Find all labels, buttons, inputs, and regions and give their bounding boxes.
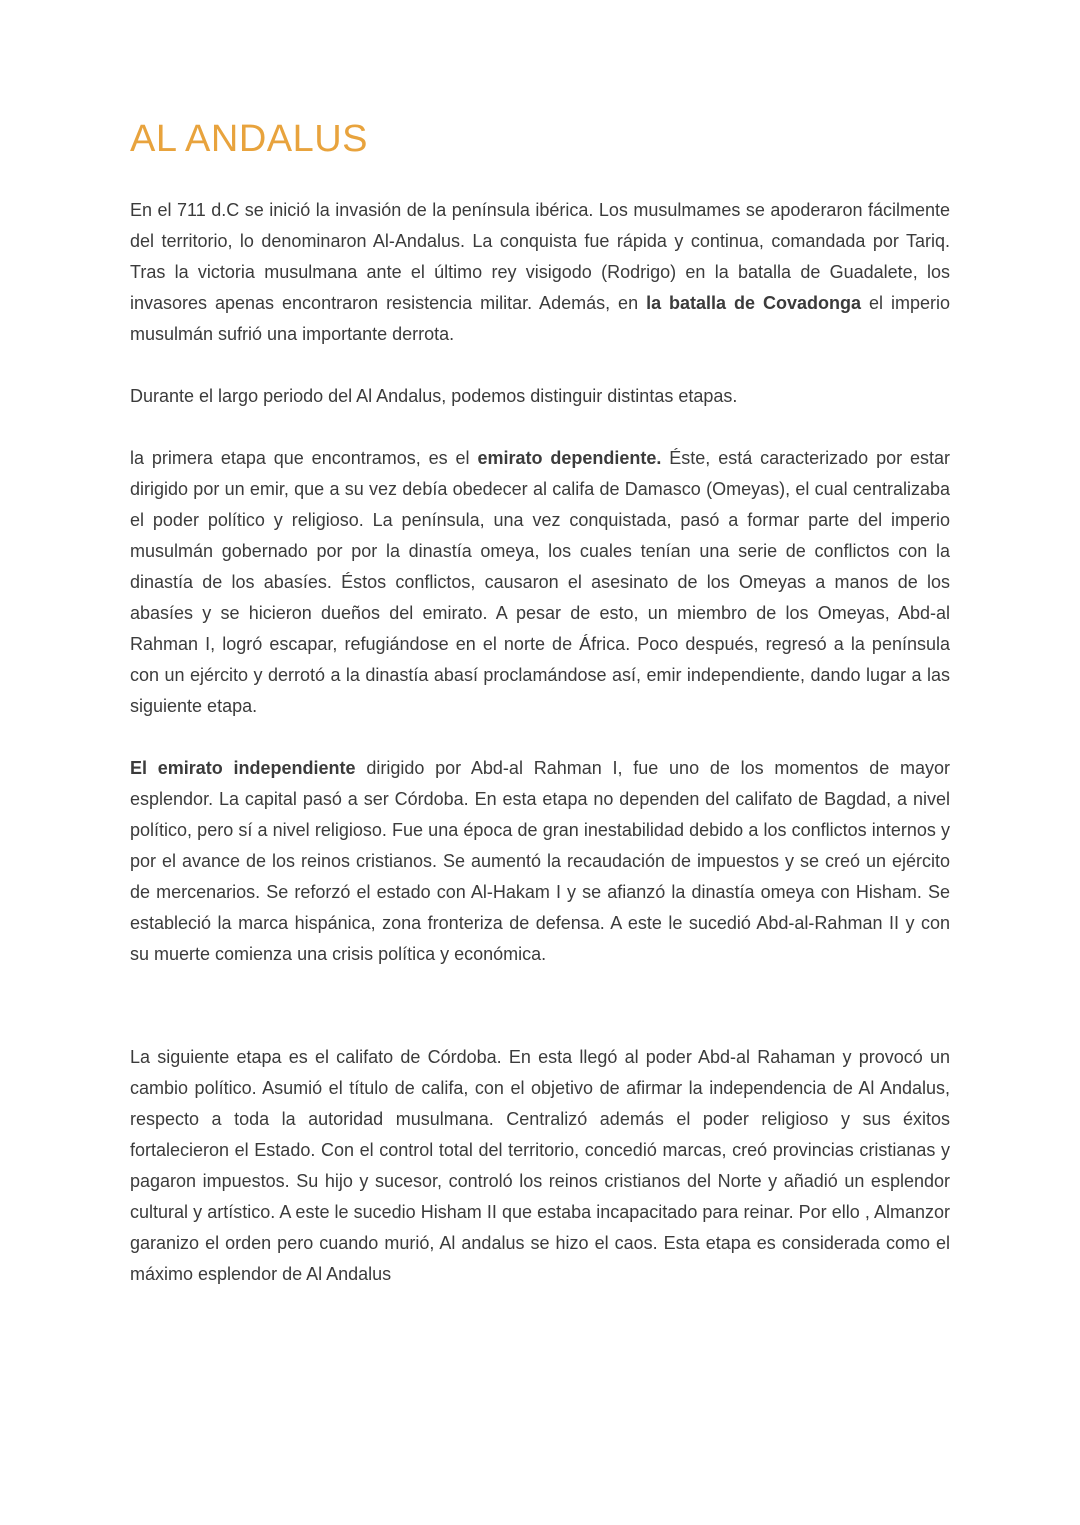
paragraph [130, 443, 950, 722]
paragraph [130, 1042, 950, 1290]
text-run: la primera etapa que encontramos, es el [130, 448, 478, 468]
bold-text-run: emirato dependiente. [477, 448, 662, 468]
paragraph [130, 195, 950, 350]
paragraph [130, 753, 950, 970]
bold-text-run: la batalla de Covadonga [646, 293, 862, 313]
paragraph [130, 381, 950, 412]
text-run: La siguiente etapa es el califato de Córdoba. En esta llegó al poder Abd-al Rahaman y provocó un cambio político. Asumió el título de califa, con el objetivo de afirmar la independencia de Al Andalus, respecto a toda la autoridad musulmana. Centralizó además el poder religioso y sus éxitos fortalecieron el Estado. Con el control total del territorio, concedió marcas, creó provincias cristianas y pagaron impuestos. Su hijo y sucesor, controló los reinos cristianos del Norte y añadió un esplendor cultural y artístico. A este le sucedio Hisham II que estaba incapacitado para reinar. Por ello , Almanzor garanizo el orden pero cuando murió, Al andalus se hizo el caos. Esta etapa es considerada como el máximo esplendor de Al Andalus [130, 1047, 950, 1284]
text-run: el imperio musulmán sufrió una importante derrota. [130, 293, 951, 344]
text-run: En el 711 d.C se inició la invasión de la península ibérica. Los musulmames se apoderaron fácilmente del territorio, lo denominaron Al-Andalus. La conquista fue rápida y continua, comandada por Tariq. Tras la victoria musulmana ante el último rey visigodo (Rodrigo) en la batalla de Guadalete, los invasores apenas encontraron resistencia militar. Además, en [130, 200, 950, 313]
bold-text-run: El emirato independiente [130, 758, 356, 778]
document-body [130, 195, 950, 1290]
text-run: dirigido por Abd-al Rahman I, fue uno de los momentos de mayor esplendor. La capital pasó a ser Córdoba. En esta etapa no dependen del califato de Bagdad, a nivel político, pero sí a nivel religioso. Fue una época de gran inestabilidad debido a los conflictos internos y por el avance de los reinos cristianos. Se aumentó la recaudación de impuestos y se creó un ejército de mercenarios. Se reforzó el estado con Al-Hakam I y se afianzó la dinastía omeya con Hisham. Se estableció la marca hispánica, zona fronteriza de defensa. A este le sucedió Abd-al-Rahman II y con su muerte comienza una crisis política y económica. [130, 758, 950, 964]
text-run: Éste, está caracterizado por estar dirigido por un emir, que a su vez debía obedecer al califa de Damasco (Omeyas), el cual centralizaba el poder político y religioso. La península, una vez conquistada, pasó a formar parte del imperio musulmán gobernado por por la dinastía omeya, los cuales tenían una serie de conflictos con la dinastía de los abasíes. Éstos conflictos, causaron el asesinato de los Omeyas a manos de los abasíes y se hicieron dueños del emirato. A pesar de esto, un miembro de los Omeyas, Abd-al Rahman I, logró escapar, refugiándose en el norte de África. Poco después, regresó a la península con un ejército y derrotó a la dinastía abasí proclamándose así, emir independiente, dando lugar a las siguiente etapa. [130, 448, 950, 716]
text-run: Durante el largo periodo del Al Andalus, podemos distinguir distintas etapas. [130, 386, 738, 406]
document-title: AL ANDALUS [130, 118, 369, 160]
